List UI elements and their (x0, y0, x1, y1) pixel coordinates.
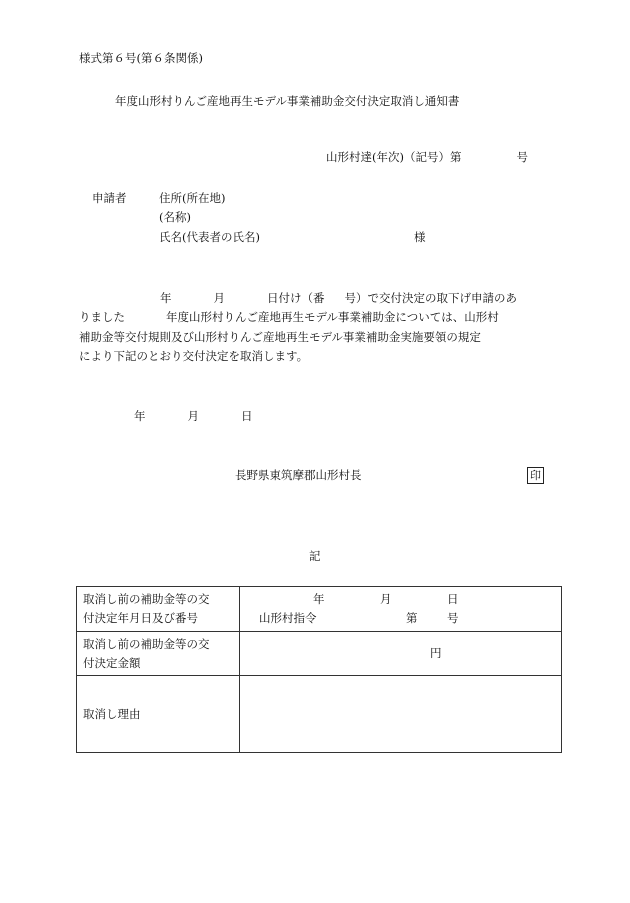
decision-date-label-cell (77, 587, 240, 632)
seal-mark: 印 (527, 467, 544, 484)
body-year: 年 (160, 291, 172, 305)
name-label: (名称) (159, 210, 191, 224)
details-table (76, 586, 562, 753)
date-day: 日 (241, 409, 253, 423)
body-line-3: 補助金等交付規則及び山形村りんご産地再生モデル事業補助金実施要領の規定 (79, 330, 481, 344)
reference-suffix: 号 (516, 150, 528, 164)
decision-date-label-line-1: 取消し前の補助金等の交 (83, 592, 210, 606)
directive-go: 号 (447, 611, 459, 625)
body-line-4: により下記のとおり交付決定を取消します。 (79, 349, 309, 363)
honorific: 様 (414, 230, 426, 244)
yen-unit: 円 (430, 645, 442, 660)
reference-number (326, 152, 528, 164)
decision-day: 日 (447, 592, 459, 606)
ki-heading: 記 (309, 549, 321, 563)
decision-amount-value-cell (240, 632, 562, 676)
reference-prefix: 山形村達(年次)（記号）第 (326, 150, 462, 164)
body-month: 月 (213, 291, 225, 305)
decision-date-value-cell (240, 587, 562, 632)
body-line-2-rest: 年度山形村りんご産地再生モデル事業補助金については、山形村 (166, 310, 499, 324)
decision-year: 年 (313, 592, 325, 606)
decision-amount-label-cell (77, 632, 240, 676)
address-label: 住所(所在地) (159, 191, 226, 205)
date-year: 年 (134, 409, 146, 423)
body-line-1 (160, 293, 517, 305)
decision-amount-label-line-1: 取消し前の補助金等の交 (83, 636, 210, 651)
body-number: 号）で交付決定の取下げ申請のあ (344, 291, 517, 305)
table-row (77, 676, 562, 753)
decision-month: 月 (380, 592, 392, 606)
body-line-2-start: りました (79, 310, 125, 324)
applicant-label: 申請者 (92, 191, 127, 205)
form-number: 様式第６号(第６条関係) (79, 51, 203, 65)
body-day: 日付け（番 (267, 291, 325, 305)
table-row (77, 587, 562, 632)
decision-amount-label-line-2: 付決定金額 (83, 655, 141, 670)
decision-date-label-line-2: 付決定年月日及び番号 (83, 611, 198, 625)
reason-value-cell (240, 676, 562, 753)
directive-dai: 第 (406, 611, 418, 625)
body-line-2 (79, 312, 499, 324)
representative-label: 氏名(代表者の氏名) (159, 230, 260, 244)
document-title: 年度山形村りんご産地再生モデル事業補助金交付決定取消し通知書 (115, 94, 460, 108)
reason-label: 取消し理由 (83, 706, 141, 721)
table-row (77, 632, 562, 676)
date-month: 月 (187, 409, 199, 423)
directive-label: 山形村指令 (259, 611, 317, 625)
reason-label-cell (77, 676, 240, 753)
issuer-name: 長野県東筑摩郡山形村長 (235, 468, 362, 482)
notice-date (134, 411, 253, 423)
